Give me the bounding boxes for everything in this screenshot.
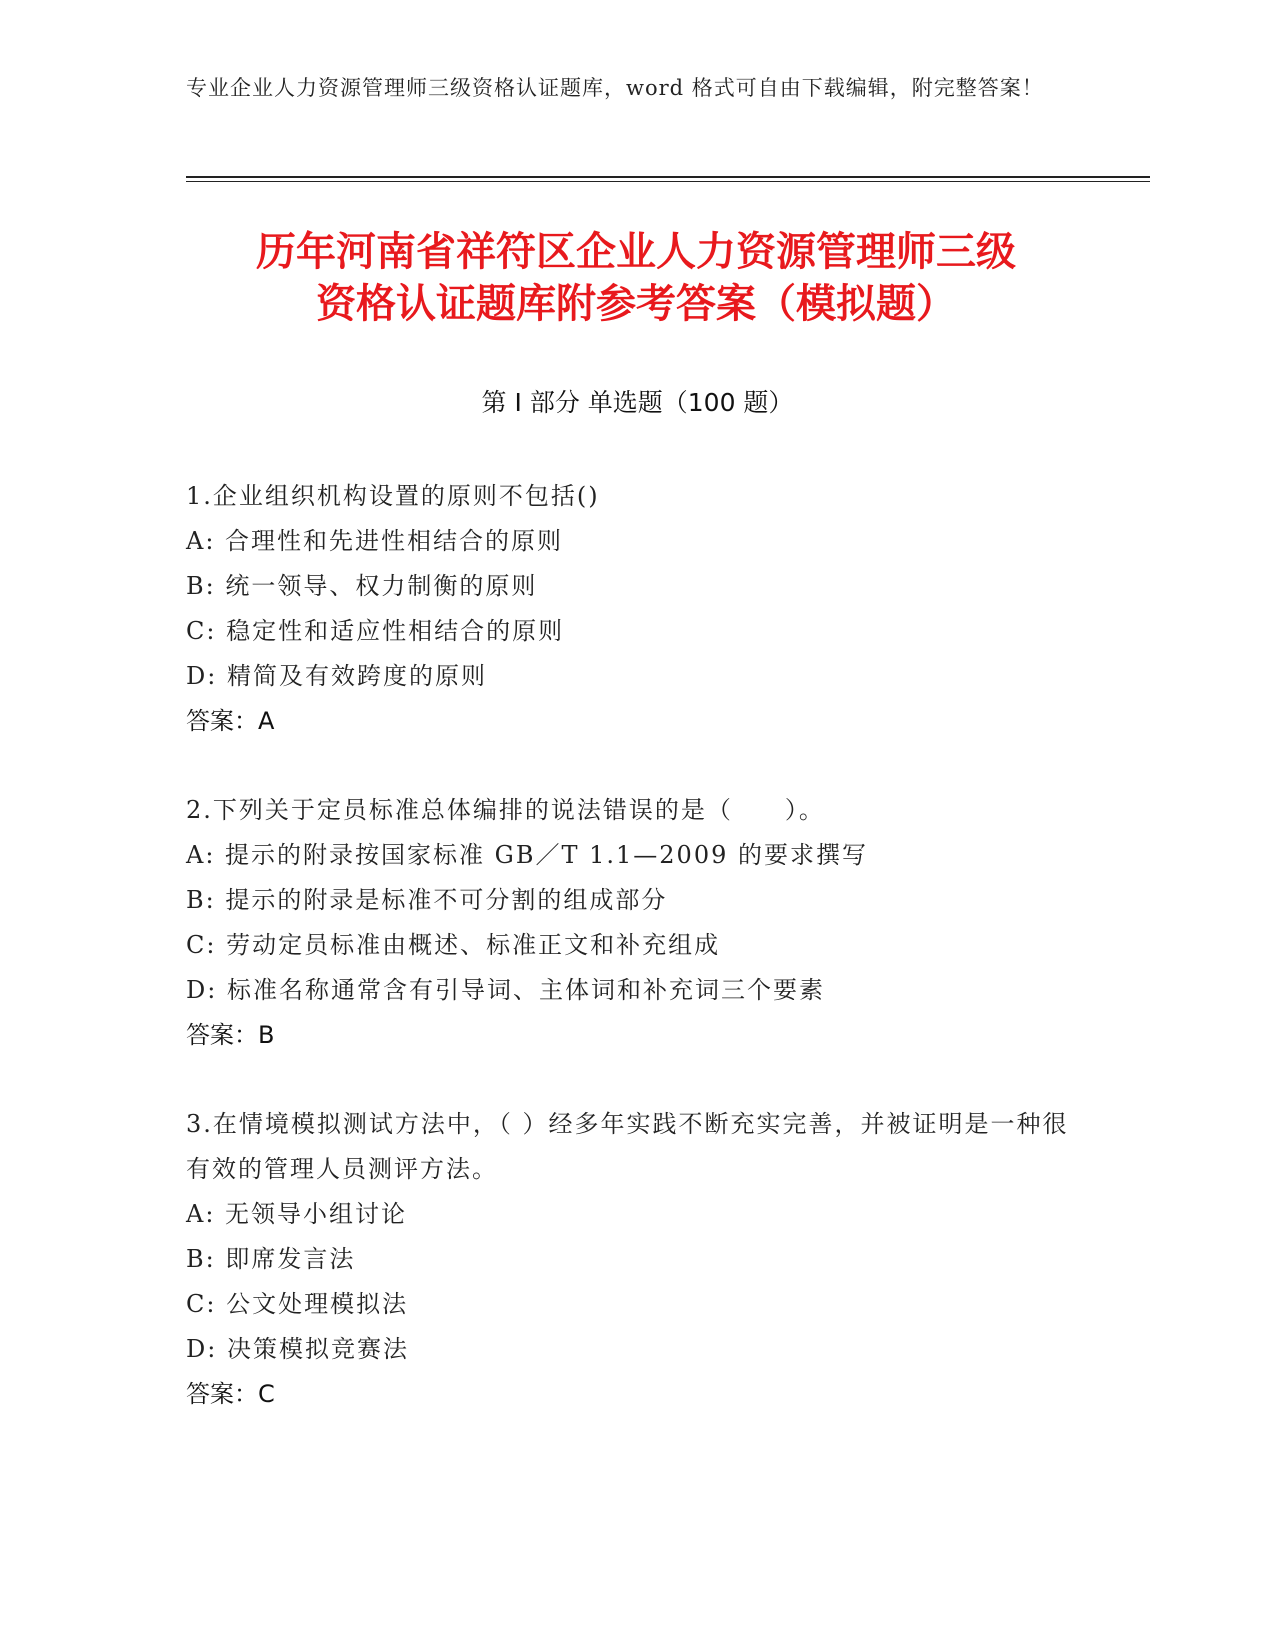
question-list [186,474,1076,1461]
question-option: A: 合理性和先进性相结合的原则 [186,527,564,555]
document-title [186,226,1086,330]
question-item [186,1102,1076,1417]
section-title: 第 I 部分 单选题（100 题） [481,388,794,417]
question-option: A: 提示的附录按国家标准 GB／T 1.1—2009 的要求撰写 [186,841,868,869]
header-divider-thick [186,176,1150,178]
question-option: B: 即席发言法 [186,1245,356,1273]
question-item [186,474,1076,744]
question-option: A: 无领导小组讨论 [186,1200,408,1228]
question-option: B: 提示的附录是标准不可分割的组成部分 [186,886,668,914]
question-item [186,788,1076,1058]
question-stem: 2.下列关于定员标准总体编排的说法错误的是（ ）。 [186,796,825,824]
document-title-line-1: 历年河南省祥符区企业人力资源管理师三级 [256,229,1016,275]
question-option: C: 公文处理模拟法 [186,1290,409,1318]
question-stem: 1.企业组织机构设置的原则不包括() [186,482,600,510]
question-option: C: 稳定性和适应性相结合的原则 [186,617,565,645]
question-answer: 答案：B [186,1021,275,1049]
question-option: D: 精简及有效跨度的原则 [186,662,487,690]
header-divider-thin [186,181,1150,182]
header-note: 专业企业人力资源管理师三级资格认证题库，word 格式可自由下载编辑，附完整答案！ [186,76,1044,100]
document-title-line-2: 资格认证题库附参考答案（模拟题） [316,281,956,327]
question-option: D: 决策模拟竞赛法 [186,1335,409,1363]
question-answer: 答案：A [186,707,275,735]
question-option: C: 劳动定员标准由概述、标准正文和补充组成 [186,931,721,959]
question-stem: 3.在情境模拟测试方法中，（ ）经多年实践不断充实完善，并被证明是一种很有效的管理人员测评方法。 [186,1110,1069,1183]
question-option: B: 统一领导、权力制衡的原则 [186,572,538,600]
question-option: D: 标准名称通常含有引导词、主体词和补充词三个要素 [186,976,825,1004]
question-answer: 答案：C [186,1380,275,1408]
